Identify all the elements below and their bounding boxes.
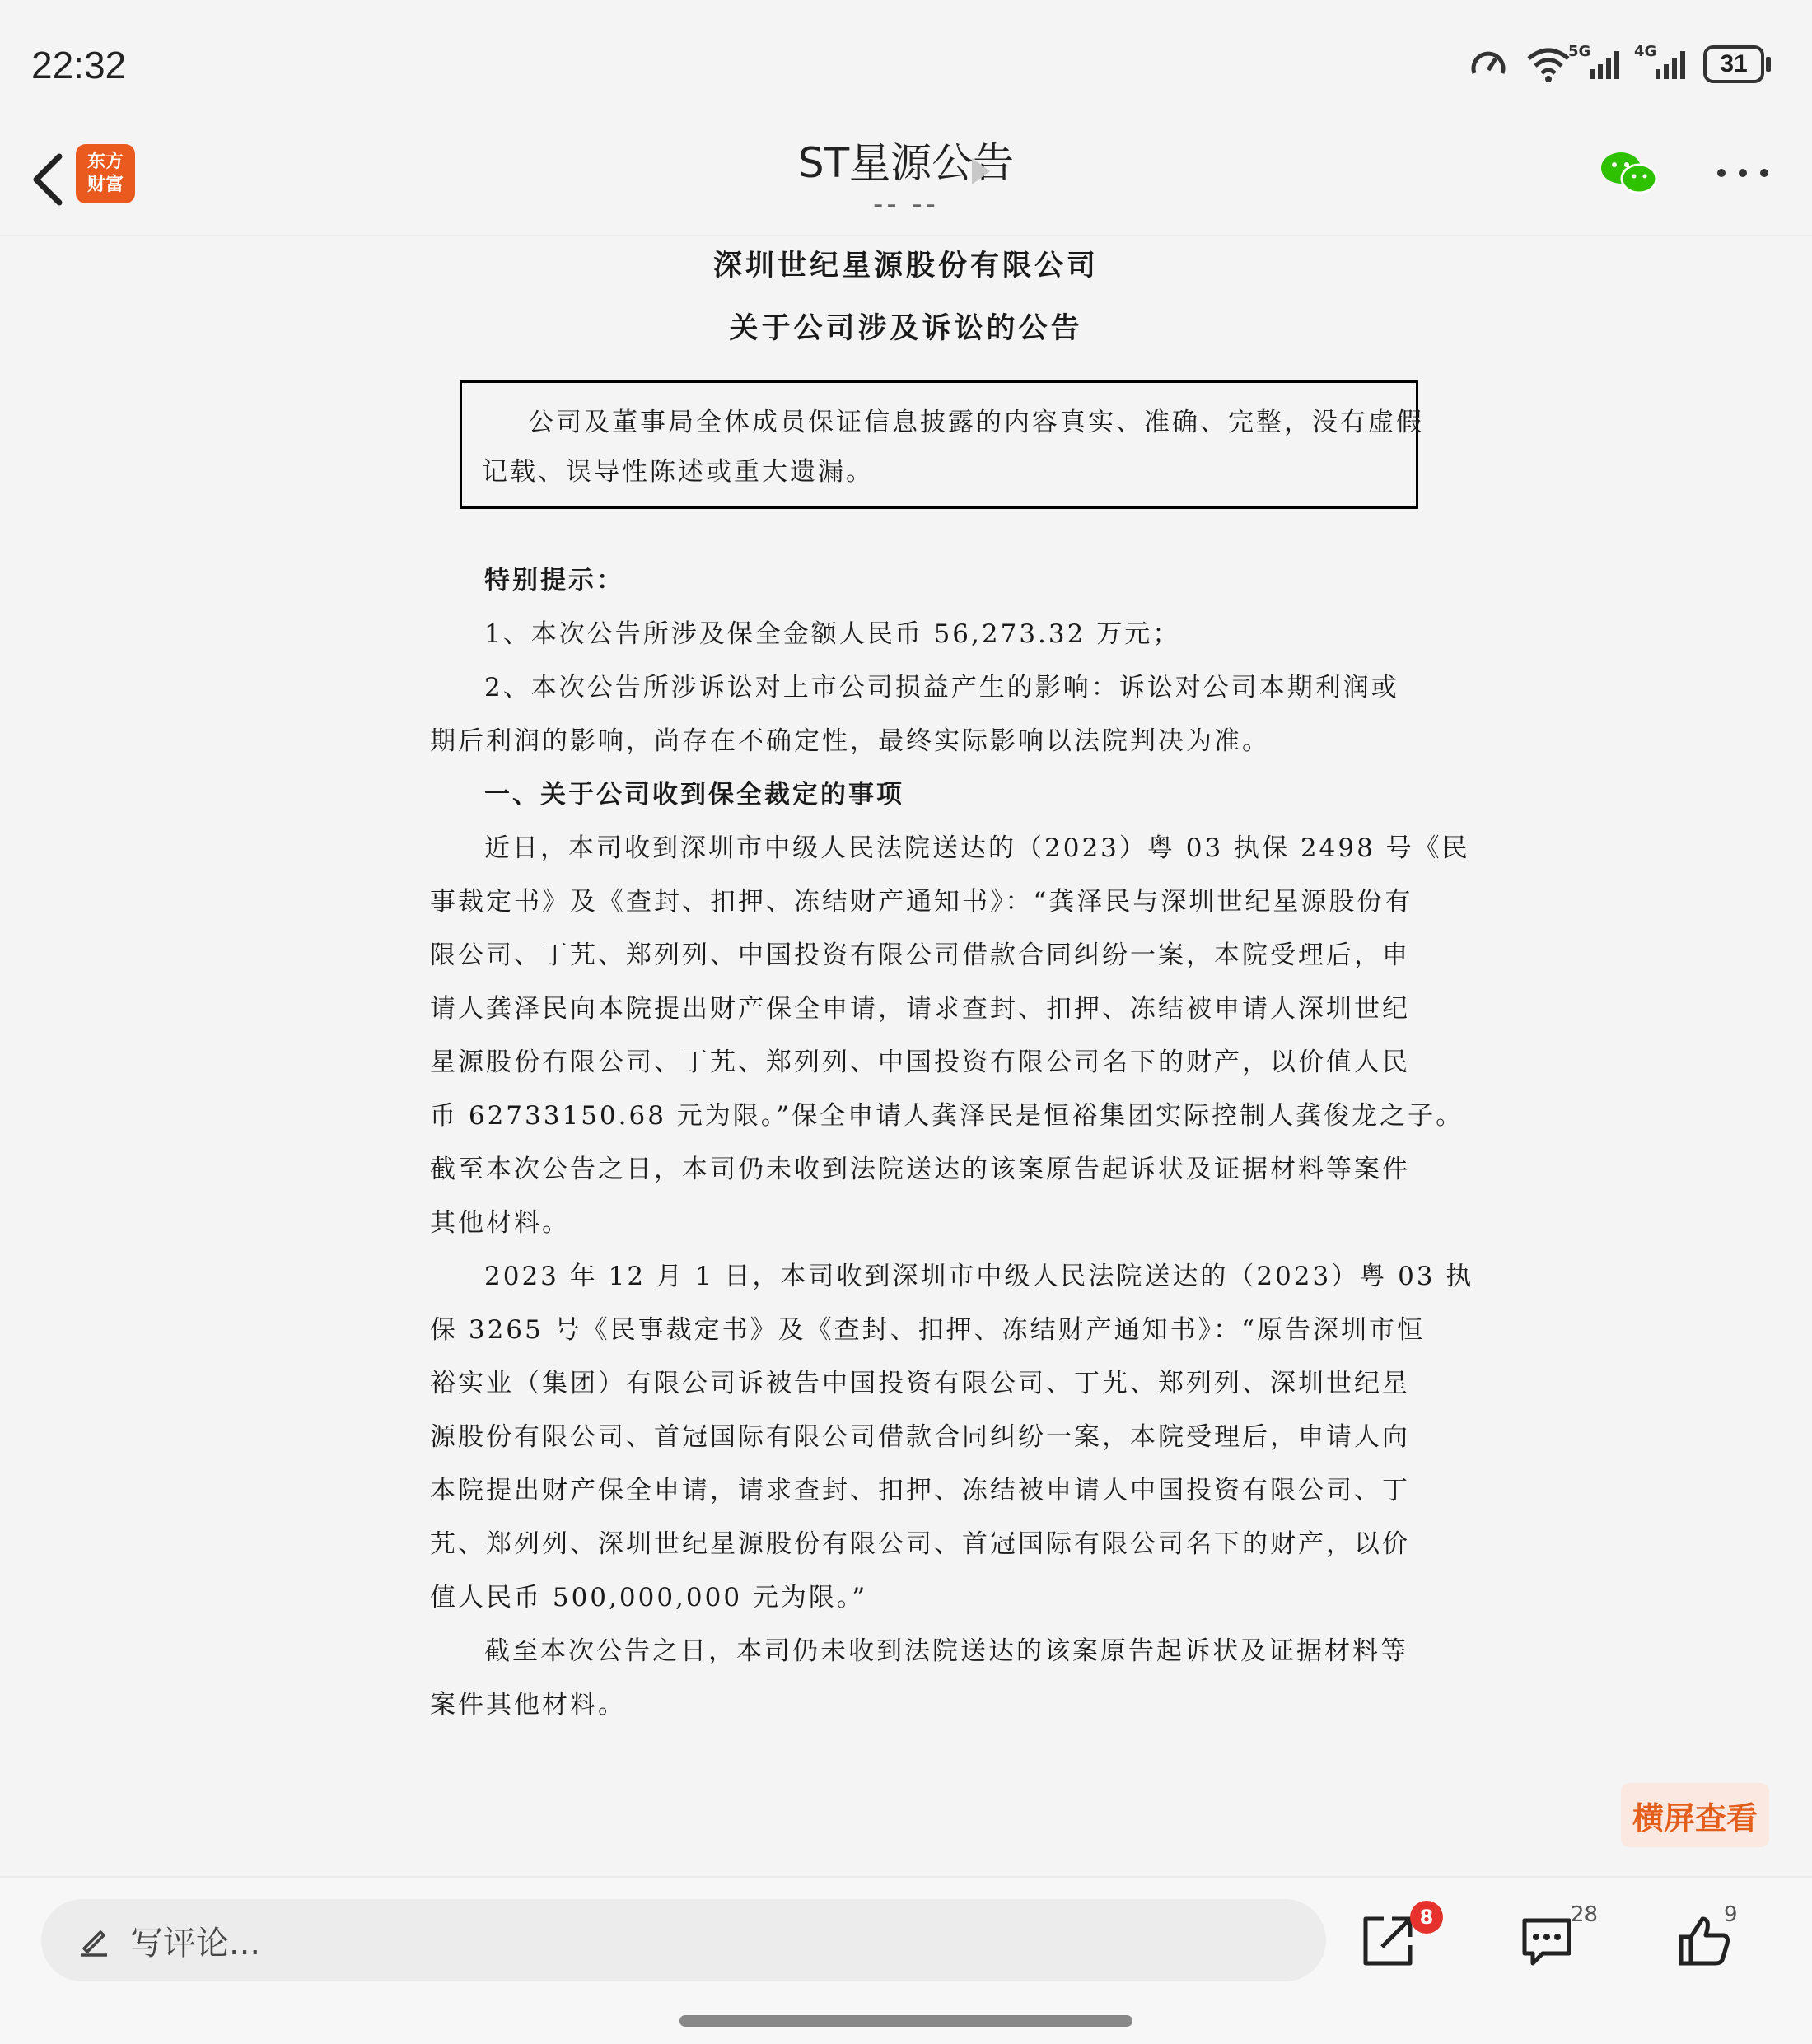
wifi-icon [1525, 45, 1571, 83]
body-line: 裕实业（集团）有限公司诉被告中国投资有限公司、丁艽、郑列列、深圳世纪星 [430, 1369, 1410, 1398]
body-line: 截至本次公告之日，本司仍未收到法院送达的该案原告起诉状及证据材料等案件 [430, 1155, 1410, 1184]
battery-icon: 31 [1703, 45, 1764, 83]
comment-placeholder: 写评论... [130, 1924, 261, 1962]
page-title: ST星源公告 [797, 139, 1015, 187]
body-line: 近日，本司收到深圳市中级人民法院送达的（2023）粤 03 执保 2498 号《民 [484, 833, 1470, 863]
body-line: 值人民币 500,000,000 元为限。” [430, 1583, 868, 1612]
share-icon [1359, 1912, 1417, 1970]
like-count: 9 [1724, 1902, 1738, 1927]
more-options-icon[interactable] [1717, 169, 1768, 177]
special-note-title: 特别提示： [484, 566, 624, 595]
body-line: 星源股份有限公司、丁艽、郑列列、中国投资有限公司名下的财产，以价值人民 [430, 1048, 1410, 1077]
disclaimer-line: 公司及董事局全体成员保证信息披露的内容真实、准确、完整，没有虚假 [528, 408, 1424, 437]
disclaimer-line: 记载、误导性陈述或重大遗漏。 [482, 457, 874, 487]
body-line: 请人龚泽民向本院提出财产保全申请，请求查封、扣押、冻结被申请人深圳世纪 [430, 994, 1410, 1024]
section-title: 一、关于公司收到保全裁定的事项 [484, 780, 904, 810]
body-line: 截至本次公告之日，本司仍未收到法院送达的该案原告起诉状及证据材料等 [484, 1636, 1408, 1666]
body-line: 币 62733150.68 元为限。”保全申请人龚泽民是恒裕集团实际控制人龚俊龙之子。 [430, 1101, 1464, 1131]
comment-bubble-icon [1520, 1914, 1574, 1968]
logo-text-bottom: 财富 [86, 175, 124, 195]
signal-5g-label: 5G [1568, 43, 1591, 60]
body-line: 艽、郑列列、深圳世纪星源股份有限公司、首冠国际有限公司名下的财产，以价 [430, 1529, 1410, 1559]
comment-input[interactable] [41, 1899, 1326, 1981]
body-line: 事裁定书》及《查封、扣押、冻结财产通知书》：“龚泽民与深圳世纪星源股份有 [430, 887, 1413, 917]
announcement-document [0, 236, 1812, 1875]
body-line: 2023 年 12 月 1 日，本司收到深圳市中级人民法院送达的（2023）粤 03 执 [484, 1262, 1474, 1291]
like-button[interactable] [1676, 1902, 1758, 1976]
pen-icon [76, 1922, 112, 1958]
home-indicator[interactable] [680, 2015, 1132, 2027]
signal-4g-label: 4G [1634, 43, 1657, 60]
landscape-view-button[interactable]: 横屏查看 [1621, 1783, 1769, 1847]
signal-4g-icon [1634, 43, 1685, 79]
disclaimer-box [460, 380, 1424, 509]
wechat-share-icon[interactable] [1598, 148, 1660, 198]
speed-icon [1469, 45, 1507, 83]
comment-count: 28 [1571, 1902, 1599, 1927]
signal-5g-icon [1568, 43, 1619, 79]
share-button[interactable] [1359, 1902, 1441, 1976]
clock: 22:32 [31, 44, 127, 86]
company-name: 深圳世纪星源股份有限公司 [712, 249, 1099, 282]
body-line: 限公司、丁艽、郑列列、中国投资有限公司借款合同纠纷一案，本院受理后，申 [430, 940, 1410, 970]
body-line: 源股份有限公司、首冠国际有限公司借款合同纠纷一案，本院受理后，申请人向 [430, 1422, 1410, 1452]
share-badge: 8 [1410, 1901, 1443, 1934]
body-line: 2、本次公告所涉诉讼对上市公司损益产生的影响：诉讼对公司本期利润或 [484, 673, 1399, 702]
body-line: 期后利润的影响，尚存在不确定性，最终实际影响以法院判决为准。 [430, 726, 1270, 756]
page-subtitle: -- -- [873, 188, 939, 221]
comments-button[interactable] [1520, 1902, 1610, 1976]
announcement-heading: 关于公司涉及诉讼的公告 [729, 311, 1083, 345]
logo-text-top: 东方 [86, 152, 124, 172]
status-icons [1469, 41, 1764, 87]
status-bar [0, 0, 1812, 124]
body-line: 其他材料。 [430, 1208, 570, 1238]
body-line: 本院提出财产保全申请，请求查封、扣押、冻结被申请人中国投资有限公司、丁 [430, 1476, 1410, 1505]
body-line: 1、本次公告所涉及保全金额人民币 56,273.32 万元； [484, 619, 1181, 649]
play-triangle-icon[interactable] [972, 158, 990, 184]
body-line: 案件其他材料。 [430, 1690, 626, 1720]
app-header [0, 124, 1812, 236]
body-line: 保 3265 号《民事裁定书》及《查封、扣押、冻结财产通知书》：“原告深圳市恒 [430, 1315, 1425, 1345]
